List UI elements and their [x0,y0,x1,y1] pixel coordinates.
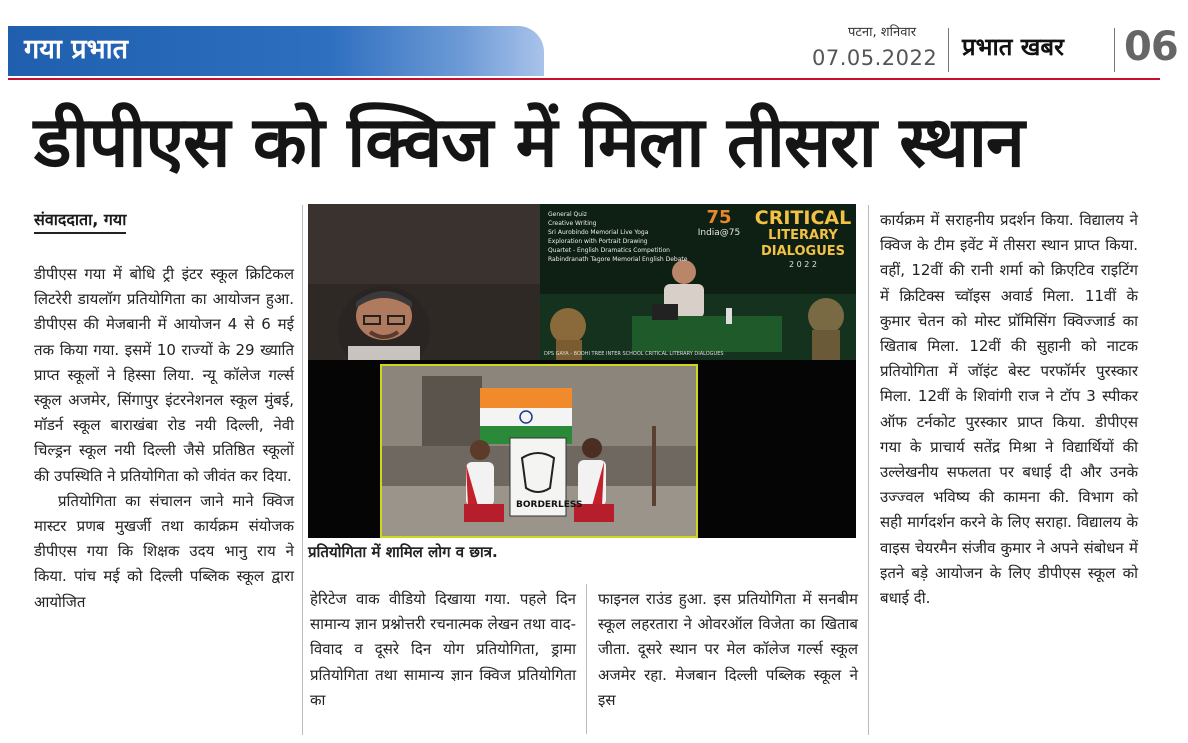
paragraph: हेरिटेज वाक वीडियो दिखाया गया. पहले दिन सामान्य ज्ञान प्रश्नोत्तरी रचनात्मक लेखन तथा वाद-विवाद व दूसरे दिन योग प्रतियोगिता, ड्रामा प्रतियोगिता तथा सामान्य ज्ञान क्विज प्रतियोगिता का [310,590,576,709]
news-photo [308,204,856,538]
column-divider [868,205,869,735]
event-list-item: Exploration with Portrait Drawing [548,238,648,245]
article-column-3 [598,587,858,713]
header-divider [948,28,949,72]
byline: संवाददाता, गया [34,208,126,234]
section-title: गया प्रभात [24,34,128,65]
paragraph: डीपीएस गया में बोधि ट्री इंटर स्कूल क्रिटिकल लिटरेरी डायलॉग प्रतियोगिता का आयोजन हुआ. डीपीएस की मेजबानी में आयोजन 4 से 6 मई तक किया गया. इसमें 10 राज्यों के 29 ख्याति प्राप्त स्कूलों ने हिस्सा लिया. न्यू कॉलेज गर्ल्स स्कूल अजमेर, सिंगापुर इंटरनेशनल स्कूल मुंबई, मॉडर्न स्कूल बाराखंबा रोड नयी दिल्ली, नेवी चिल्ड्रन स्कूल नयी दिल्ली जैसे प्रतिष्ठित स्कूलों की उपस्थिति ने प्रतियोगिता को जीवंत कर दिया. [34,265,294,485]
dateline-city-day: पटना, शनिवार [848,25,917,40]
photo-caption: प्रतियोगिता में शामिल लोग व छात्र. [308,543,498,561]
india75-logo [688,208,750,238]
video-tile-participant [308,204,540,360]
masthead-logo [962,30,1064,63]
logo-number: 75 [706,207,732,228]
event-title-dialogues: DIALOGUES [760,244,846,259]
video-tile-students [380,364,698,538]
event-title-literary: LITERARY [768,228,838,243]
paragraph: प्रतियोगिता का संचालन जाने माने क्विज मास्टर प्रणब मुखर्जी तथा कार्यक्रम संयोजक डीपीएस गया कि शिक्षक उदय भानु राय ने किया. पांच मई को दिल्ली पब्लिक स्कूल द्वारा आयोजित [34,491,294,611]
event-year: 2 0 2 2 [789,260,817,269]
event-list-item: General Quiz [548,211,587,218]
event-list [548,210,687,264]
article-column-4 [880,208,1138,611]
dateline-date: 07.05.2022 [812,46,938,70]
poster-text: BORDERLESS [516,500,583,510]
column-divider [586,584,587,734]
masthead-name: प्रभात खबर [962,33,1064,61]
video-tile-host [540,204,856,360]
event-list-item: Rabindranath Tagore Memorial English Debate [548,256,688,263]
page-number: 06 [1124,24,1178,70]
header-rule [8,78,1160,80]
event-list-item: Quartet - English Dramatics Competition [548,247,670,254]
headline: डीपीएस को क्विज में मिला तीसरा स्थान [34,101,1024,183]
event-title-critical: CRITICAL [754,207,852,229]
logo-text: India@75 [697,228,741,238]
column-divider [302,205,303,735]
event-title-block [752,208,854,269]
paragraph: फाइनल राउंड हुआ. इस प्रतियोगिता में सनबीम स्कूल लहरतारा ने ओवरऑल विजेता का खिताब जीता. दूसरे स्थान पर मेल कॉलेज गर्ल्स स्कूल अजमेर रहा. मेजबान दिल्ली पब्लिक स्कूल ने इस [598,590,858,709]
students-illustration [382,366,696,536]
paragraph: कार्यक्रम में सराहनीय प्रदर्शन किया. विद्यालय ने क्विज के टीम इवेंट में तीसरा स्थान प्राप्त किया. वहीं, 12वीं की रानी शर्मा को क्रिएटिव राइटिंग में क्रिटिक्स च्वॉइस अवार्ड मिला. 11वीं के कुमार चेतन को मोस्ट प्रॉमिसिंग क्विज्जार्ड का खिताब मिला. 12वीं की सुहानी को नाटक प्रतियोगिता में जॉइंट बेस्ट परफॉर्मर पुरस्कार मिला. 12वीं के शिवांगी राज ने टॉप 3 स्पीकर ऑफ टर्नकोट पुरस्कार प्राप्त किया. डीपीएस गया के प्राचार्य सतेंद्र मिश्रा ने विद्यार्थियों की उल्लेखनीय सफलता पर बधाई दी और उनके उज्ज्वल भविष्य की कामना की. विभाग को सही मार्गदर्शन करने के लिए सराहा. विद्यालय के वाइस चेयरमैन संजीव कुमार ने अपने संबोधन में इतने बड़े आयोजन के लिए डीपीएस स्कूल को बधाई दी. [880,211,1138,608]
event-list-item: Creative Writing [548,220,597,227]
header-divider [1114,28,1115,72]
article-column-2 [310,587,576,713]
article-column-1 [34,262,294,615]
participant-illustration [308,204,540,360]
event-list-item: Sri Aurobindo Memorial Live Yoga [548,229,649,236]
video-label: DPS GAYA - BODHI TREE INTER SCHOOL CRITICAL LITERARY DIALOGUES [544,351,724,357]
